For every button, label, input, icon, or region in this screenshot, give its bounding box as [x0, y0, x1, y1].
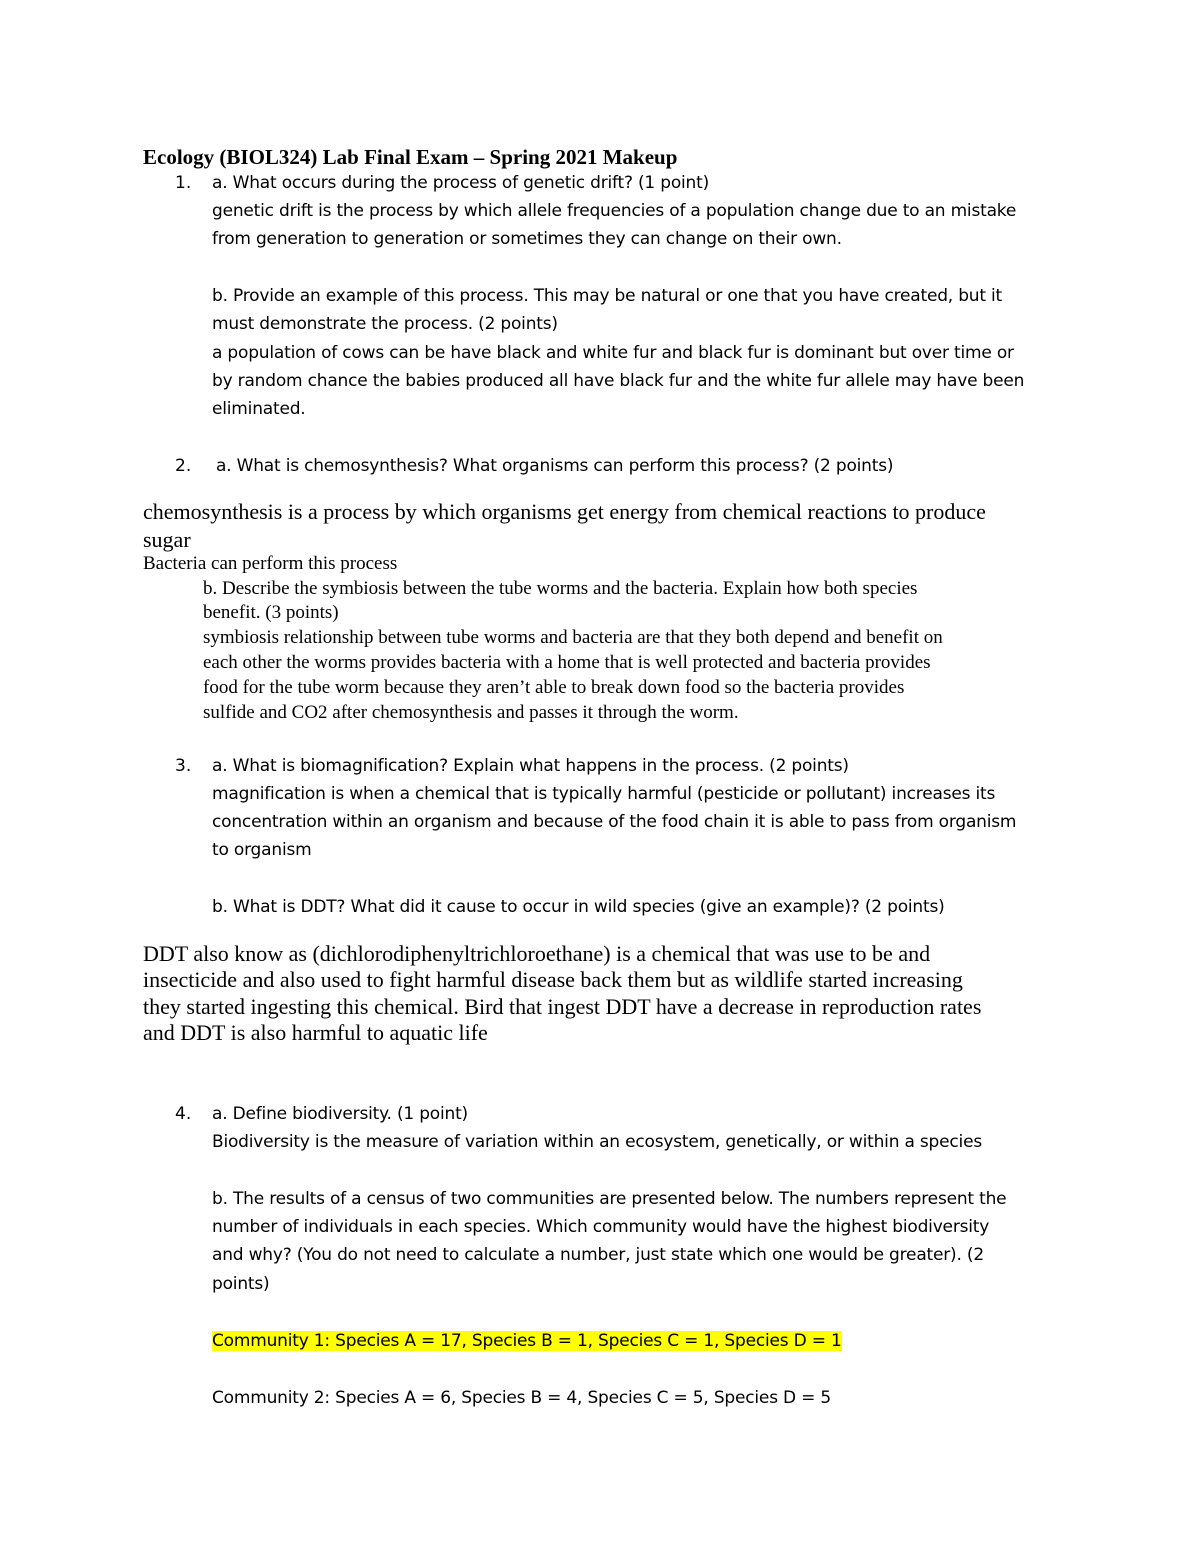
question-2b-text: b. Describe the symbiosis between the tube worms and the bacteria. Explain how both species: [203, 578, 918, 599]
question-4b-text: points): [212, 1274, 270, 1294]
question-2a-answer-line: Bacteria can perform this process: [143, 553, 398, 574]
question-2a-text: a. What is chemosynthesis? What organisms can perform this process? (2 points): [216, 456, 894, 476]
question-1a-answer-line: from generation to generation or sometimes they can change on their own.: [212, 229, 842, 249]
question-1a-answer-line: genetic drift is the process by which allele frequencies of a population change due to an mistake: [212, 201, 1017, 221]
community-1-row: [212, 1331, 842, 1351]
question-2a-answer-line: chemosynthesis is a process by which organisms get energy from chemical reactions to produce: [143, 499, 986, 524]
community-1-highlight: Community 1: Species A = 17, Species B = 1, Species C = 1, Species D = 1: [212, 1331, 842, 1351]
question-3-number: 3.: [175, 756, 192, 776]
question-2b-answer-line: each other the worms provides bacteria with a home that is well protected and bacteria provides: [203, 652, 931, 673]
question-1b-answer-line: a population of cows can be have black and white fur and black fur is dominant but over time or: [212, 343, 1014, 363]
question-3a-answer-line: magnification is when a chemical that is typically harmful (pesticide or pollutant) increases its: [212, 784, 996, 804]
question-3b-answer-line: insecticide and also used to fight harmful disease back them but as wildlife started increasing: [143, 967, 963, 992]
question-4a-text: a. Define biodiversity. (1 point): [212, 1104, 468, 1124]
question-4a-answer: Biodiversity is the measure of variation within an ecosystem, genetically, or within a species: [212, 1132, 982, 1152]
question-1b-answer-line: eliminated.: [212, 399, 306, 419]
question-1a-text: a. What occurs during the process of genetic drift? (1 point): [212, 173, 710, 193]
question-2b-answer-line: symbiosis relationship between tube worms and bacteria are that they both depend and benefit on: [203, 627, 943, 648]
question-1b-answer-line: by random chance the babies produced all have black fur and the white fur allele may have been: [212, 371, 1025, 391]
question-1b-text: must demonstrate the process. (2 points): [212, 314, 558, 334]
community-2-row: Community 2: Species A = 6, Species B = 4, Species C = 5, Species D = 5: [212, 1388, 832, 1408]
question-4b-text: and why? (You do not need to calculate a number, just state which one would be greater). (2: [212, 1245, 984, 1265]
question-4b-text: number of individuals in each species. Which community would have the highest biodiversity: [212, 1217, 990, 1237]
question-2b-answer-line: food for the tube worm because they aren’t able to break down food so the bacteria provides: [203, 677, 905, 698]
question-2a-answer-line: sugar: [143, 527, 191, 552]
question-2b-text: benefit. (3 points): [203, 602, 339, 623]
question-2b-answer-line: sulfide and CO2 after chemosynthesis and passes it through the worm.: [203, 702, 739, 723]
question-3b-answer-line: DDT also know as (dichlorodiphenyltrichloroethane) is a chemical that was use to be and: [143, 941, 931, 966]
document-title: Ecology (BIOL324) Lab Final Exam – Spring 2021 Makeup: [143, 145, 678, 169]
question-3b-text: b. What is DDT? What did it cause to occur in wild species (give an example)? (2 points): [212, 897, 945, 917]
question-1b-text: b. Provide an example of this process. This may be natural or one that you have created, but it: [212, 286, 1003, 306]
question-3a-text: a. What is biomagnification? Explain what happens in the process. (2 points): [212, 756, 849, 776]
question-4-number: 4.: [175, 1104, 192, 1124]
question-2-number: 2.: [175, 456, 192, 476]
question-4b-text: b. The results of a census of two communities are presented below. The numbers represent the: [212, 1189, 1007, 1209]
question-3a-answer-line: to organism: [212, 840, 312, 860]
question-3a-answer-line: concentration within an organism and because of the food chain it is able to pass from organism: [212, 812, 1017, 832]
question-1-number: 1.: [175, 173, 192, 193]
question-3b-answer-line: and DDT is also harmful to aquatic life: [143, 1020, 488, 1045]
question-3b-answer-line: they started ingesting this chemical. Bird that ingest DDT have a decrease in reproduction rates: [143, 994, 982, 1019]
